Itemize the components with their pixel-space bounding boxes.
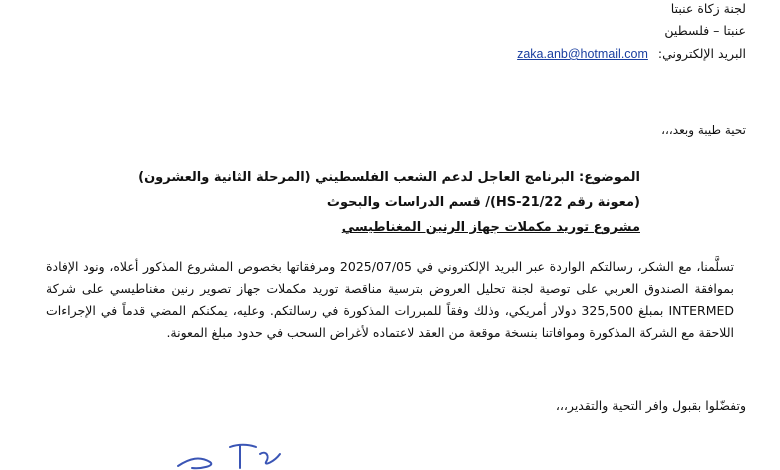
email-link[interactable]: zaka.anb@hotmail.com	[517, 47, 648, 61]
sender-name: لجنة زكاة عنبتا	[670, 1, 746, 16]
sender-location: عنبتا – فلسطين	[664, 23, 746, 38]
grant-reference-line: (معونة رقم 22/HS-21)/ قسم الدراسات والبحوث	[326, 195, 640, 210]
subject-line: الموضوع: البرنامج العاجل لدعم الشعب الفلسطيني (المرحلة الثانية والعشرون)	[138, 170, 640, 185]
signature-image	[170, 440, 320, 470]
closing-line: وتفضّلوا بقبول وافر التحية والتقدير،،،	[555, 398, 746, 413]
sender-email-row	[517, 45, 746, 63]
email-label: البريد الإلكتروني:	[657, 46, 746, 61]
body-paragraph: تسلَّمنا، مع الشكر، رسالتكم الواردة عبر البريد الإلكتروني في 2025/07/05 ومرفقاتها بخصوص المشروع المذكور أعلاه، ونود الإفادة بموافقة الصندوق العربي على توصية لجنة تحليل العروض بترسية مناقصة توريد مكملات جهاز تصوير رنين مغناطيسي على شركة INTERMED بمبلغ 325,500 دولار أمريكي، وذلك وفقاً للمبررات المذكورة في رسالتكم. وعليه، يمكنكم المضي قدماً في الإجراءات اللاحقة مع الشركة المذكورة وموافاتنا بنسخة موقعة من العقد لاعتماده لأغراض السحب في حدود مبلغ المعونة.	[46, 259, 735, 340]
project-title: مشروع توريد مكملات جهاز الرنين المغناطيسي	[341, 220, 640, 235]
greeting: تحية طيبة وبعد،،،	[661, 123, 746, 137]
